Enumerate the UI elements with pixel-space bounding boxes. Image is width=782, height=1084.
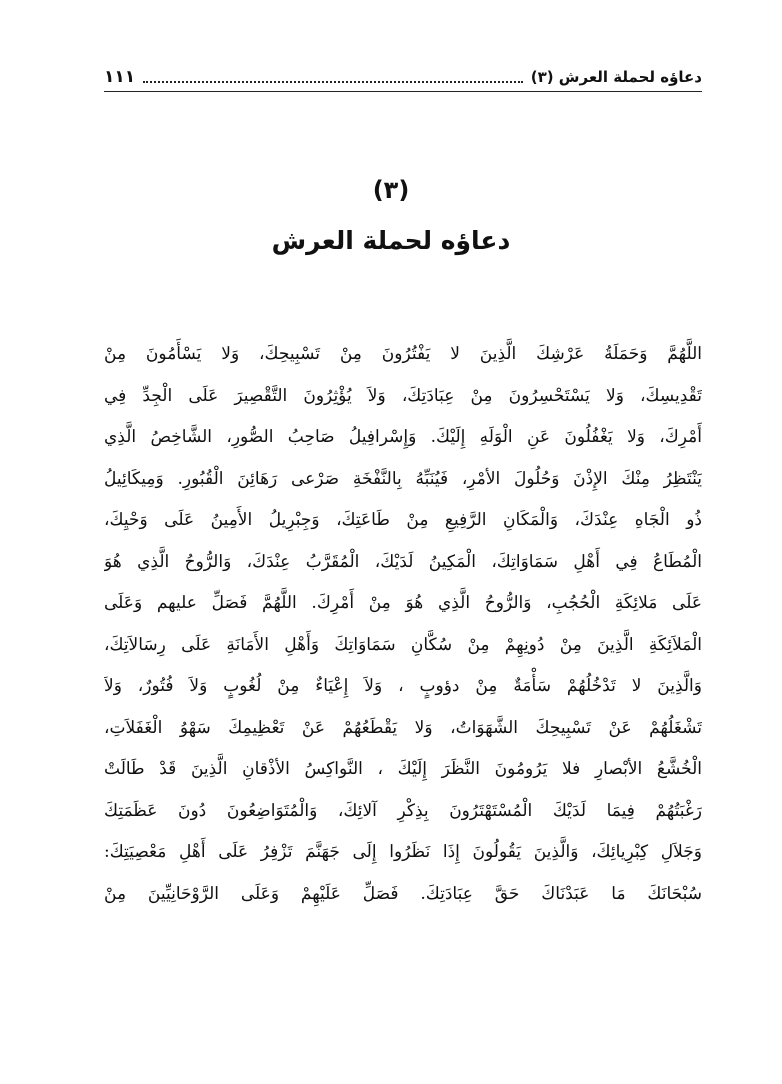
section-number: (٣) xyxy=(372,176,410,204)
section-title: دعاؤه لحملة العرش xyxy=(271,226,511,255)
body-text xyxy=(104,334,702,915)
body-line: سُبْحَانَكَ مَا عَبَدْنَاكَ حَقَّ عِبَادَتِكَ. فَصَلِّ عَلَيْهِمْ وَعَلَى الرَّوْحَانِيِّينَ مِنْ xyxy=(104,883,702,904)
running-header-title: دعاؤه لحملة العرش (٣) xyxy=(530,68,702,86)
header-rule xyxy=(104,91,702,92)
body-line: اللَّهُمَّ وَحَمَلَةُ عَرْشِكَ الَّذِينَ لا يَفْتُرُونَ مِنْ تَسْبِيحِكَ، وَلا يَسْأَمُونَ مِنْ xyxy=(104,344,702,364)
body-line: ذُو الْجَاهِ عِنْدَكَ، وَالْمَكَانِ الرَّفِيعِ مِنْ طَاعَتِكَ، وَجِبْرِيلُ الأَمِينُ عَلَى وَحْيِكَ، xyxy=(104,510,702,530)
body-line: الْخُشَّعُ الأبْصارِ فلا يَرُومُونَ النَّظَرَ إِلَيْكَ ، النَّواكِسُ الأذْقانِ الَّذِينَ قَدْ طَالَتْ xyxy=(104,759,702,779)
body-line: الْمُطَاعُ فِي أَهْلِ سَمَاوَاتِكَ، الْمَكِينُ لَدَيْكَ، الْمُقَرَّبُ عِنْدَكَ، وَالرُّوحُ الَّذِي هُوَ xyxy=(104,551,702,572)
body-line: وَالَّذِينَ لا تَدْخُلُهُمْ سَأْمَةٌ مِنْ دؤوبٍ ، وَلاَ إِعْيَاءٌ مِنْ لُغُوبٍ وَلاَ فُتُورٌ، وَلاَ xyxy=(104,676,702,696)
running-header xyxy=(104,64,702,90)
body-line: الْمَلاَئِكَةِ الَّذِينَ مِنْ دُونِهِمْ مِنْ سُكَّانِ سَمَاوَاتِكَ وَأَهْلِ الأَمَانَةِ عَلَى رِسَالاَتِكَ، xyxy=(104,634,702,655)
body-line: رَغْبَتُهُمْ فِيمَا لَدَيْكَ الْمُسْتَهْتَرُونَ بِذِكْرِ آلائِكَ، وَالْمُتَوَاضِعُونَ دُونَ عَظَمَتِكَ xyxy=(104,800,702,821)
body-line: وَجَلاَلِ كِبْرِيائِكَ، وَالَّذِينَ يَقُولُونَ إِذَا نَظَرُوا إِلَى جَهَنَّمَ تَزْفِرُ عَلَى أَهْلِ مَعْصِيَتِكَ: xyxy=(104,842,702,862)
header-dot-leader xyxy=(143,80,523,83)
body-line: أَمْرِكَ، وَلا يَغْفُلُونَ عَنِ الْوَلَهِ إِلَيْكَ. وَإِسْرافِيلُ صَاحِبُ الصُّورِ، الشَّاخِصُ الَّذِي xyxy=(104,427,702,447)
body-line: تَشْغَلُهُمْ عَنْ تَسْبِيحِكَ الشَّهَوَاتُ، وَلا يَقْطَعُهُمْ عَنْ تَعْظِيمِكَ سَهْوُ الْغَفَلاَتِ، xyxy=(104,717,702,738)
body-line: عَلَى مَلائِكَةِ الْحُجُبِ، وَالرُّوحُ الَّذِي هُوَ مِنْ أَمْرِكَ. اللَّهُمَّ فَصَلِّ عليهم وَعَلَى xyxy=(104,593,702,613)
body-line: تَقْدِيسِكَ، وَلا يَسْتَحْسِرُونَ مِنْ عِبَادَتِكَ، وَلاَ يُؤْثِرُونَ التَّقْصِيرَ عَلَى الْجِدِّ فِي xyxy=(104,385,702,406)
page-number: ١١١ xyxy=(104,67,136,87)
body-line: يَنْتَظِرُ مِنْكَ الإِذْنَ وَحُلُولَ الأمْرِ، فَيُنَبِّهُ بِالنَّفْخَةِ صَرْعى رَهَائِنَ الْقُبُورِ. وَمِيكَائِيلُ xyxy=(104,468,702,489)
